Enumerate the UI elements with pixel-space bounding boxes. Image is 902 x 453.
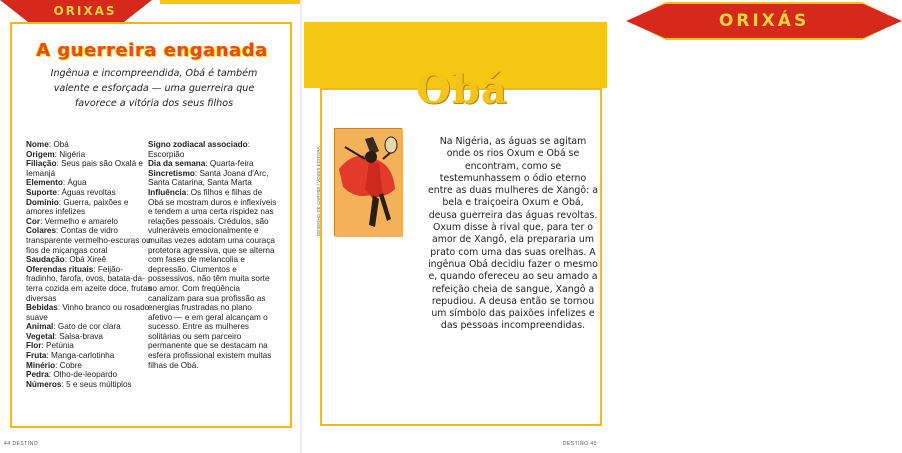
top-accent-band (160, 0, 300, 4)
fact-value: Contas de vidro transparente vermelho-escuras ou fios de miçangas coral (26, 226, 151, 255)
fact-entry: Pedra: Olho-de-leopardo (26, 370, 118, 380)
fact-value: Água (67, 178, 87, 188)
fact-entry: Nome: Obá (26, 140, 69, 149)
fact-entry: Colares: Contas de vidro transparente vermelho-escuras ou fios de miçangas coral (26, 226, 151, 255)
fact-label: Origem (26, 149, 55, 159)
fact-label: Dia da semana (148, 159, 206, 169)
fact-value: Feijão-fradinho, farofa, ovos, batata-da-terra cozida em azeite doce, frutas diversas (26, 264, 152, 303)
fact-entry: Animal: Gato de cor clara (26, 322, 121, 332)
left-page (0, 0, 304, 453)
fact-value: Olho-de-leopardo (53, 370, 118, 380)
fact-label: Domínio (26, 197, 59, 207)
fact-label: Cor (26, 216, 41, 226)
fact-entry: Flor: Petúnia (26, 341, 74, 351)
fact-label: Animal (26, 322, 54, 332)
folio-left: 44 DESTINO (4, 441, 39, 447)
photo-credit: DESENHO DE CARYBÉ / VOZES EDITORA (316, 146, 321, 236)
fact-value: Cobre (59, 360, 82, 370)
fact-value: Santa Joana d'Arc, Santa Catarina, Santa Marta (148, 168, 269, 188)
fact-entry: Filiação: Seus pais são Oxalá e Iemanjá (26, 159, 143, 178)
fact-value: Águas revoltas (61, 187, 116, 197)
fact-label: Sincretismo (148, 168, 195, 178)
facts-column-2 (148, 140, 278, 370)
fact-value: Seus pais são Oxalá e Iemanjá (26, 159, 143, 178)
section-header-left: ORIXAS (53, 4, 117, 18)
fact-entry: Bebidas: Vinho branco ou rosado suave (26, 303, 150, 322)
section-ribbon-left (0, 0, 150, 22)
fact-entry: Números: 5 e seus múltiplos (26, 379, 132, 389)
fact-value: Vermelho e amarelo (44, 216, 118, 226)
fact-value: Obá Xireê (69, 255, 107, 265)
fact-label: Signo zodiacal associado (148, 140, 248, 149)
fact-value: Manga-carlotinha (51, 351, 115, 361)
section-ribbon-right (626, 0, 902, 42)
fact-label: Saudação (26, 255, 65, 265)
fact-label: Pedra (26, 370, 49, 380)
fact-value: Nigéria (59, 149, 86, 159)
fact-label: Nome (26, 140, 49, 149)
fact-value: Guerra, paixões e amores infelizes (26, 197, 129, 217)
story-body-text: Na Nigéria, as águas se agitam onde os rios Oxum e Obá se encontram, como se testemunhassem o ódio eterno entre as duas mulheres de Xangô: a bela e traiçoeira Oxum e Obá, deusa guerreira das águas revoltas. Oxum disse à rival que, para ter o amor de Xangô, ela prepararia um prato com uma das suas orelhas. A ingênua Obá decidiu fazer o mesmo e, quando ofereceu ao seu amado a refeição cheia de sangue, Xangô a repudiou. A deusa então se tornou um símbolo das paixões infelizes e das pessoas incompreendidas. (428, 136, 598, 332)
fact-label: Colares (26, 226, 57, 236)
fact-label: Números (26, 379, 62, 389)
fact-label: Vegetal (26, 331, 55, 341)
fact-value: Petúnia (46, 341, 74, 351)
fact-entry: Dia da semana: Quarta-feira (148, 159, 254, 169)
folio-right: DESTINO 45 (562, 441, 597, 447)
fact-entry: Sincretismo: Santa Joana d'Arc, Santa Catarina, Santa Marta (148, 168, 269, 188)
fact-value: Vinho branco ou rosado suave (26, 303, 150, 322)
right-page (304, 0, 810, 453)
fact-label: Suporte (26, 187, 57, 197)
fact-label: Elemento (26, 178, 63, 188)
fact-entry: Vegetal: Salsa-brava (26, 331, 103, 341)
fact-value: Gato de cor clara (57, 322, 121, 332)
fact-entry: Elemento: Água (26, 178, 87, 188)
oba-illustration (334, 128, 402, 236)
article-title: A guerreira enganada (36, 40, 268, 61)
fact-label: Flor (26, 341, 42, 351)
fact-entry: Cor: Vermelho e amarelo (26, 216, 118, 226)
fact-label: Filiação (26, 159, 57, 169)
fact-label: Influência (148, 187, 187, 197)
fact-value: Salsa-brava (59, 331, 103, 341)
article-subtitle: Ingênua e incompreendida, Obá é também valente e esforçada — uma guerreira que favorece a vitória dos seus filhos (50, 68, 258, 109)
fact-entry: Domínio: Guerra, paixões e amores infelizes (26, 197, 129, 217)
fact-label: Bebidas (26, 303, 58, 313)
facts-column-1 (26, 140, 152, 389)
fact-label: Minério (26, 360, 56, 370)
fact-value: Obá (53, 140, 69, 149)
fact-label: Fruta (26, 351, 47, 361)
fact-entry: Minério: Cobre (26, 360, 82, 370)
fact-value: Os filhos e filhas de Obá se mostram duros e inflexíveis e tendem a uma certa rispidez nas relações pessoais. Crédulos, são vulneráveis emocionalmente e muitas vezes adotam uma couraça protetora agressiva, que se alterna com fases de melancolia e depressão. Ciumentos e possessivos, não têm muita sorte no amor. Com freqüência canalizam para sua profissão as energias frustradas no plano afetivo — e em geral alcançam o sucesso. Entre as mulheres solitárias ou sem parceiro permanente que se destacam na esfera profissional existem muitas filhas de Obá. (148, 187, 277, 370)
fact-entry: Origem: Nigéria (26, 149, 86, 159)
section-header-right: ORIXÁS (718, 11, 810, 31)
fact-entry: Signo zodiacal associado: Escorpião (148, 140, 250, 159)
fact-entry: Oferendas rituais: Feijão-fradinho, farofa, ovos, batata-da-terra cozida em azeite doce, frutas diversas (26, 264, 152, 303)
fact-value: 5 e seus múltiplos (66, 379, 132, 389)
fact-entry: Fruta: Manga-carlotinha (26, 351, 115, 361)
fact-value: Escorpião (148, 149, 185, 159)
fact-entry: Suporte: Águas revoltas (26, 187, 116, 197)
fact-value: Quarta-feira (209, 159, 254, 169)
fact-label: Oferendas rituais (26, 264, 94, 274)
fact-entry: Saudação: Obá Xireê (26, 255, 107, 265)
orixa-name-title: Obá (416, 66, 508, 113)
fact-entry: Influência: Os filhos e filhas de Obá se mostram duros e inflexíveis e tendem a uma certa rispidez nas relações pessoais. Crédulos, são vulneráveis emocionalmente e muitas vezes adotam uma couraça protetora agressiva, que se alterna com fases de melancolia e depressão. Ciumentos e possessivos, não têm muita sorte no amor. Com freqüência canalizam para sua profissão as energias frustradas no plano afetivo — e em geral alcançam o sucesso. Entre as mulheres solitárias ou sem parceiro permanente que se destacam na esfera profissional existem muitas filhas de Obá. (148, 187, 277, 370)
